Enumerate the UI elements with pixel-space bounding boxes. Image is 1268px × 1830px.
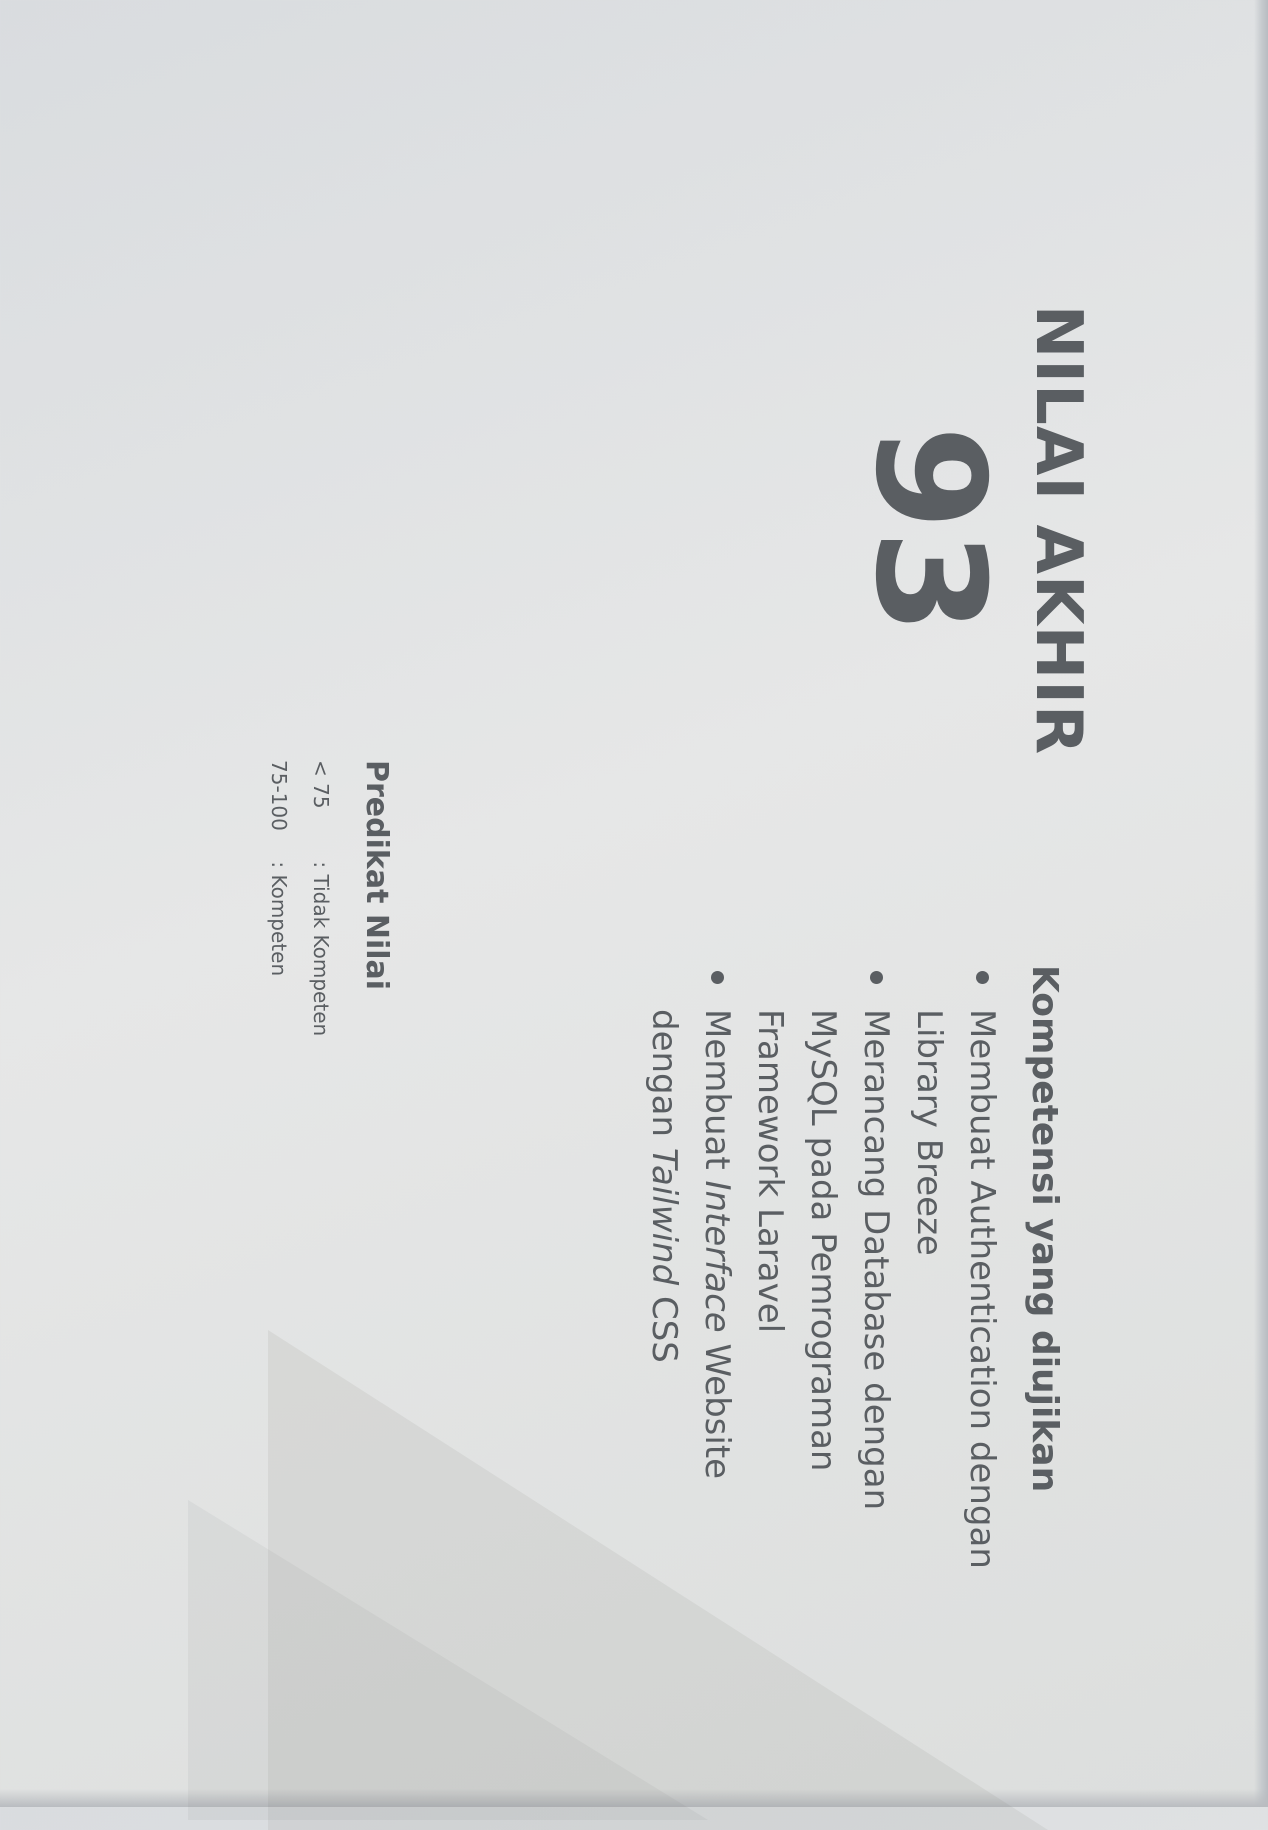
predicate-separator: :: [267, 861, 291, 869]
competencies-list: [637, 965, 1008, 1585]
decorative-triangle: [188, 1500, 708, 1820]
predicate-row: [300, 760, 342, 1080]
bullet-icon: [870, 971, 883, 984]
list-item: [637, 965, 743, 1585]
bullet-icon: [976, 971, 989, 984]
competency-text-italic: Interface: [697, 1180, 737, 1333]
bullet-icon: [711, 971, 724, 984]
competency-text-prefix: Membuat: [697, 1009, 737, 1181]
list-item: [743, 965, 902, 1585]
predicate-block: [258, 760, 396, 1080]
predicate-label: Tidak Kompeten: [309, 874, 333, 1037]
predicate-label: Kompeten: [267, 874, 291, 977]
list-item: [902, 965, 1008, 1585]
predicate-heading: Predikat Nilai: [359, 760, 394, 991]
competency-text-italic: Tailwind: [644, 1147, 684, 1286]
competency-text: Merancang Database dengan MySQL pada Pemrograman Framework Laravel: [750, 1009, 896, 1511]
predicate-separator: :: [309, 861, 333, 869]
final-score-title: NILAI AKHIR: [1021, 304, 1095, 756]
predicate-range: < 75: [309, 760, 333, 809]
competencies-heading: Kompetensi yang diujikan: [1024, 965, 1065, 1493]
predicate-range: 75-100: [267, 760, 291, 831]
competency-text: Membuat Authentication dengan Library Breeze: [909, 1009, 1002, 1569]
final-score-value: 93: [842, 425, 1016, 635]
competency-text-suffix: CSS: [644, 1285, 684, 1363]
final-score-block: [844, 250, 1098, 810]
competency-text-middle: Website dengan: [644, 1009, 737, 1480]
predicate-row: [258, 760, 300, 1080]
competencies-block: [637, 965, 1068, 1585]
